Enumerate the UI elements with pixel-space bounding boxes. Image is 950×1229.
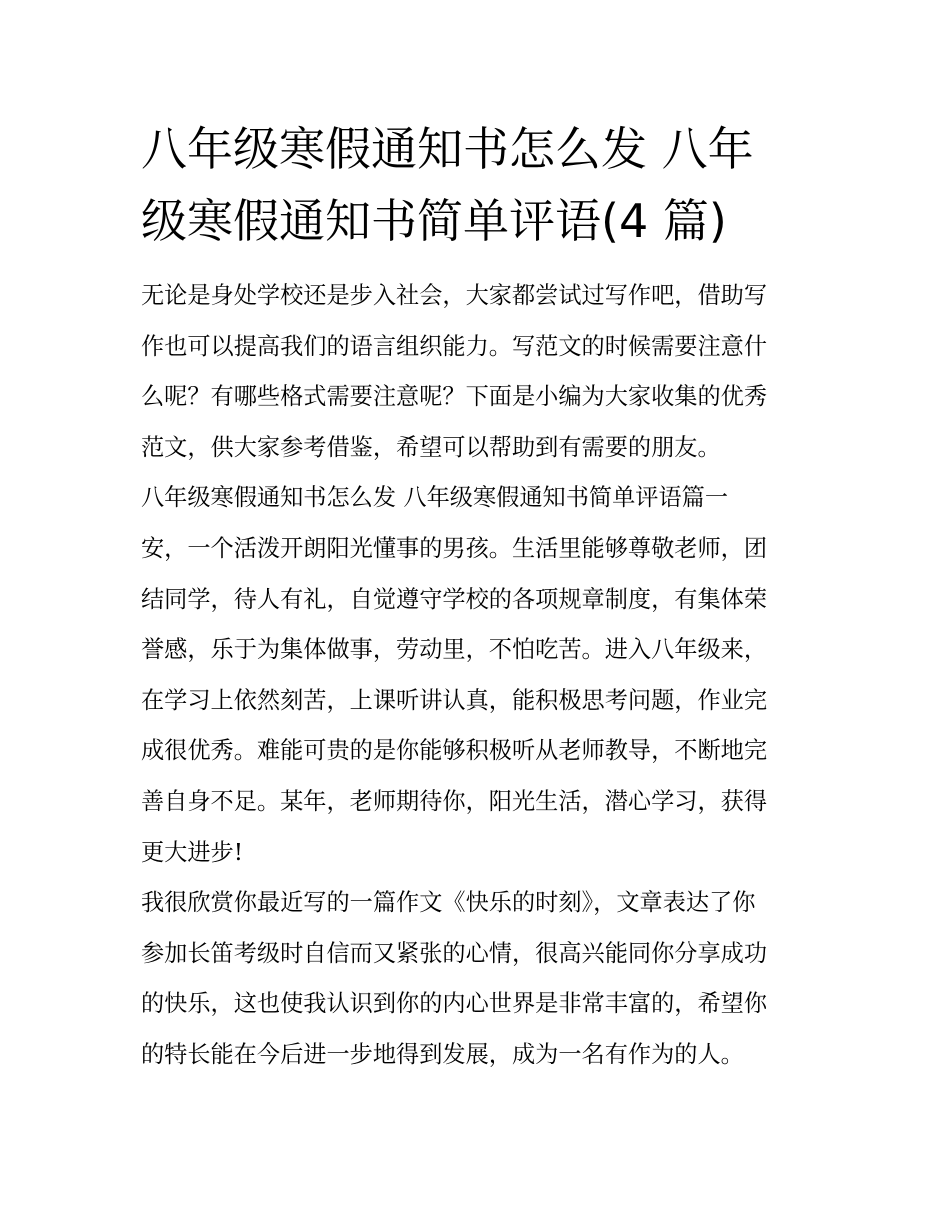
text-line: 结同学，待人有礼，自觉遵守学校的各项规章制度，有集体荣 [141,585,768,613]
text-line: 的特长能在今后进一步地得到发展，成为一名有作为的人。 [141,1040,744,1068]
text-line: 善自身不足。某年，老师期待你，阳光生活，潜心学习，获得 [141,787,768,815]
text-line: 的快乐，这也使我认识到你的内心世界是非常丰富的，希望你 [141,990,768,1018]
document-content [141,113,821,1081]
text-line: 更大进步! [141,838,244,866]
title-line: 八年级寒假通知书怎么发 八年 [141,122,754,176]
intro-paragraph [141,271,821,473]
text-line: 安，一个活泼开朗阳光懂事的男孩。生活里能够尊敬老师，团 [141,534,768,562]
section-heading: 八年级寒假通知书怎么发 八年级寒假通知书简单评语篇一 [141,484,729,512]
comment-paragraph-2 [141,878,821,1080]
text-line: 成很优秀。难能可贵的是你能够积极听从老师教导，不断地完 [141,737,768,765]
text-line: 范文，供大家参考借鉴，希望可以帮助到有需要的朋友。 [141,433,721,461]
text-line: 作也可以提高我们的语言组织能力。写范文的时候需要注意什 [141,332,768,360]
text-line: 誉感，乐于为集体做事，劳动里，不怕吃苦。进入八年级来， [141,636,768,664]
text-line: 我很欣赏你最近写的一篇作文《快乐的时刻》，文章表达了你 [141,889,756,917]
text-line: 在学习上依然刻苦，上课听讲认真，能积极思考问题，作业完 [141,686,768,714]
document-title [141,113,821,257]
text-line: 参加长笛考级时自信而又紧张的心情，很高兴能同你分享成功 [141,939,768,967]
document-body [141,271,821,1081]
title-line: 级寒假通知书简单评语(4 篇) [141,194,727,248]
comment-paragraph-1 [141,524,821,878]
text-line: 无论是身处学校还是步入社会，大家都尝试过写作吧，借助写 [141,282,768,309]
text-line: 么呢？有哪些格式需要注意呢？下面是小编为大家收集的优秀 [141,383,768,411]
